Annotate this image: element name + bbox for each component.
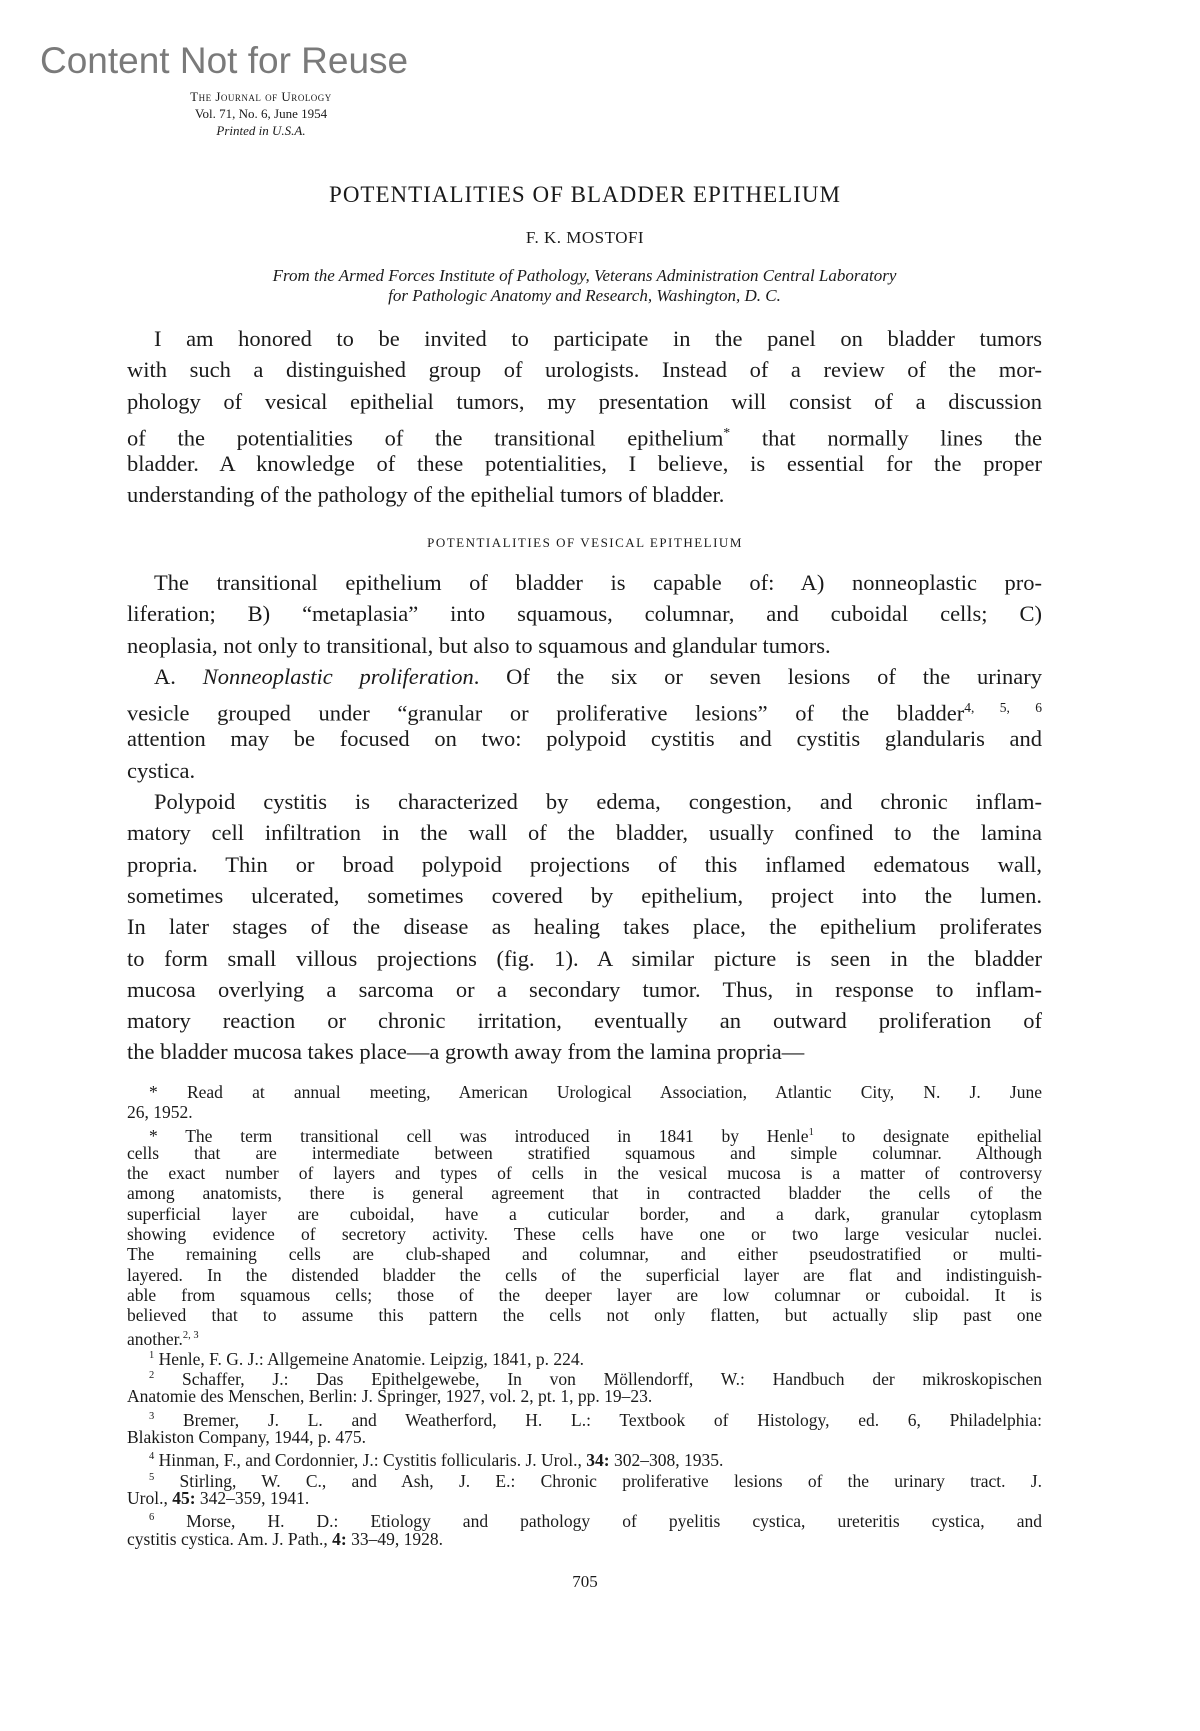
- footnote-reference: 6: [149, 1512, 155, 1524]
- text-segment: to designate epithelial: [813, 1125, 1042, 1146]
- journal-printed: Printed in U.S.A.: [216, 123, 306, 138]
- text-segment: that normally lines the: [730, 425, 1042, 451]
- text-line: Anatomie des Menschen, Berlin: J. Springer, 1927, vol. 2, pt. 1, pp. 19–23.: [127, 1386, 653, 1407]
- text-segment: another.: [127, 1328, 183, 1349]
- text-line: with such a distinguished group of urologists. Instead of a review of the mor-: [127, 357, 1042, 383]
- journal-issue: Vol. 71, No. 6, June 1954: [194, 106, 328, 121]
- bold-volume: 34:: [586, 1450, 610, 1471]
- article-affiliation: [127, 266, 1042, 306]
- text-line: The transitional epithelium of bladder is capable of: A) nonneoplastic pro-: [154, 570, 1042, 595]
- text-line: [127, 1407, 1042, 1430]
- text-line: [127, 661, 1042, 692]
- text-line: [127, 1468, 1042, 1491]
- paragraph: [127, 323, 1042, 511]
- text-line: among anatomists, there is general agreement that in contracted bladder the cells of the: [127, 1183, 1042, 1204]
- footnote-reference: 4, 5, 6: [964, 700, 1043, 716]
- text-segment: Schaffer, J.: Das Epithelgewebe, In von Möllendorff, W.: Handbuch der mikroskopischen: [154, 1368, 1042, 1389]
- paragraph: [127, 567, 1042, 661]
- text-line: [127, 1508, 1042, 1532]
- text-segment: A.: [154, 663, 203, 689]
- text-line: sometimes ulcerated, sometimes covered by epithelium, project into the lumen.: [127, 882, 1042, 908]
- text-line: In later stages of the disease as healing takes place, the epithelium proliferates: [127, 914, 1042, 940]
- italic-text: Nonneoplastic proliferation: [202, 663, 474, 689]
- text-segment: Stirling, W. C., and Ash, J. E.: Chronic proliferative lesions of the urinary tract. J.: [154, 1470, 1042, 1491]
- text-segment: 302–308, 1935.: [609, 1450, 724, 1471]
- text-line: layered. In the distended bladder the cells of the superficial layer are flat and indistinguish-: [127, 1264, 1042, 1285]
- text-line: to form small villous projections (fig. 1). A similar picture is seen in the bladder: [127, 945, 1042, 971]
- text-segment: of the potentialities of the transitional epithelium: [127, 425, 724, 451]
- affiliation-line: From the Armed Forces Institute of Pathology, Veterans Administration Central Laboratory: [272, 266, 897, 285]
- footnote-reference: 1: [149, 1349, 155, 1361]
- intro-text: [127, 323, 1042, 511]
- text-line: neoplasia, not only to transitional, but also to squamous and glandular tumors.: [127, 632, 831, 658]
- footnote: [127, 1468, 1042, 1509]
- footnote-reference: 5: [149, 1471, 155, 1483]
- text-line: * Read at annual meeting, American Urological Association, Atlantic City, N. J. June: [149, 1082, 1042, 1102]
- text-line: [127, 1326, 1042, 1349]
- text-line: [127, 1346, 1042, 1369]
- text-line: understanding of the pathology of the epithelial tumors of bladder.: [127, 482, 725, 508]
- text-line: showing evidence of secretory activity. These cells have one or two large vesicular nuclei.: [127, 1224, 1042, 1245]
- article-title: POTENTIALITIES OF BLADDER EPITHELIUM: [329, 182, 841, 207]
- text-line: propria. Thin or broad polypoid projections of this inflamed edematous wall,: [127, 851, 1042, 877]
- text-segment: 33–49, 1928.: [346, 1528, 443, 1549]
- footnote-reference: 3: [149, 1410, 155, 1422]
- footnote-reference: *: [723, 424, 731, 440]
- footnote: [127, 1123, 1042, 1349]
- text-segment: * The term transitional cell was introduced in 1841 by Henle: [149, 1125, 809, 1146]
- text-line: able from squamous cells; those of the deeper layer are low columnar or cuboidal. It is: [127, 1284, 1042, 1305]
- footnotes: [127, 1082, 1042, 1549]
- footnote: [127, 1447, 1042, 1471]
- text-line: phology of vesical epithelial tumors, my presentation will consist of a discussion: [127, 388, 1042, 414]
- section-text: [127, 567, 1042, 1068]
- footnote: [127, 1082, 1042, 1123]
- text-line: believed that to assume this pattern the cells not only flatten, but actually slip past one: [127, 1305, 1042, 1326]
- text-line: [127, 1488, 1042, 1508]
- text-line: [127, 692, 1043, 726]
- text-segment: Urol.,: [127, 1487, 173, 1508]
- footnote: [127, 1508, 1042, 1549]
- text-line: attention may be focused on two: polypoid cystitis and cystitis glandularis and: [127, 726, 1042, 752]
- bold-volume: 45:: [172, 1487, 196, 1508]
- text-line: mucosa overlying a sarcoma or a secondary tumor. Thus, in response to inflam-: [127, 976, 1042, 1002]
- text-line: [127, 1366, 1042, 1389]
- text-segment: Henle, F. G. J.: Allgemeine Anatomie. Leipzig, 1841, p. 224.: [154, 1348, 584, 1369]
- text-segment: vesicle grouped under “granular or proliferative lesions” of the bladder: [127, 700, 965, 726]
- journal-name: The Journal of Urology: [190, 89, 332, 104]
- text-line: [127, 1447, 1042, 1471]
- text-line: matory reaction or chronic irritation, eventually an outward proliferation of: [127, 1008, 1042, 1034]
- page-number: 705: [572, 1572, 598, 1591]
- text-line: [127, 1123, 1042, 1146]
- text-segment: 342–359, 1941.: [195, 1487, 310, 1508]
- text-line: the bladder mucosa takes place—a growth away from the lamina propria—: [127, 1039, 805, 1065]
- affiliation-line: for Pathologic Anatomy and Research, Washington, D. C.: [388, 286, 781, 305]
- text-segment: Bremer, J. L. and Weatherford, H. L.: Textbook of Histology, ed. 6, Philadelphia:: [154, 1409, 1042, 1430]
- text-line: bladder. A knowledge of these potentialities, I believe, is essential for the proper: [127, 451, 1042, 477]
- text-segment: cystitis cystica. Am. J. Path.,: [127, 1528, 333, 1549]
- footnote-reference: 2: [149, 1370, 155, 1382]
- footnote-reference: 4: [149, 1451, 155, 1463]
- footnote: [127, 1346, 1042, 1369]
- bold-volume: 4:: [332, 1528, 347, 1549]
- text-line: Blakiston Company, 1944, p. 475.: [127, 1427, 367, 1448]
- section-heading: POTENTIALITIES OF VESICAL EPITHELIUM: [427, 535, 743, 550]
- paragraph: [127, 786, 1042, 1068]
- text-segment: Morse, H. D.: Etiology and pathology of pyelitis cystica, ureteritis cystica, and: [154, 1511, 1042, 1532]
- text-line: I am honored to be invited to participate in the panel on bladder tumors: [154, 326, 1042, 351]
- text-line: the exact number of layers and types of cells in the vesical mucosa is a matter of controversy: [127, 1163, 1042, 1184]
- text-line: liferation; B) “metaplasia” into squamous, columnar, and cuboidal cells; C): [127, 601, 1042, 627]
- footnote-reference: 2, 3: [182, 1329, 199, 1341]
- text-line: The remaining cells are club-shaped and columnar, and either pseudostratified or multi-: [127, 1244, 1042, 1265]
- text-segment: Hinman, F., and Cordonnier, J.: Cystitis follicularis. J. Urol.,: [154, 1450, 587, 1471]
- text-line: superficial layer are cuboidal, have a cuticular border, and a dark, granular cytoplasm: [127, 1203, 1042, 1224]
- text-line: cells that are intermediate between stratified squamous and simple columnar. Although: [127, 1142, 1042, 1163]
- paragraph: [127, 661, 1042, 786]
- footnote: [127, 1366, 1042, 1407]
- text-line: cystica.: [127, 757, 196, 783]
- text-line: [127, 1529, 1042, 1549]
- text-line: matory cell infiltration in the wall of the bladder, usually confined to the lamina: [127, 820, 1042, 846]
- footnote-reference: 1: [808, 1126, 814, 1138]
- text-line: [127, 417, 1042, 451]
- text-line: Polypoid cystitis is characterized by edema, congestion, and chronic inflam-: [154, 789, 1042, 815]
- footnote: [127, 1407, 1042, 1448]
- text-segment: . Of the six or seven lesions of the urinary: [473, 663, 1042, 689]
- article-author: F. K. MOSTOFI: [525, 228, 645, 247]
- text-line: 26, 1952.: [127, 1102, 193, 1123]
- journal-header: [130, 88, 392, 139]
- watermark: Content Not for Reuse: [40, 40, 409, 81]
